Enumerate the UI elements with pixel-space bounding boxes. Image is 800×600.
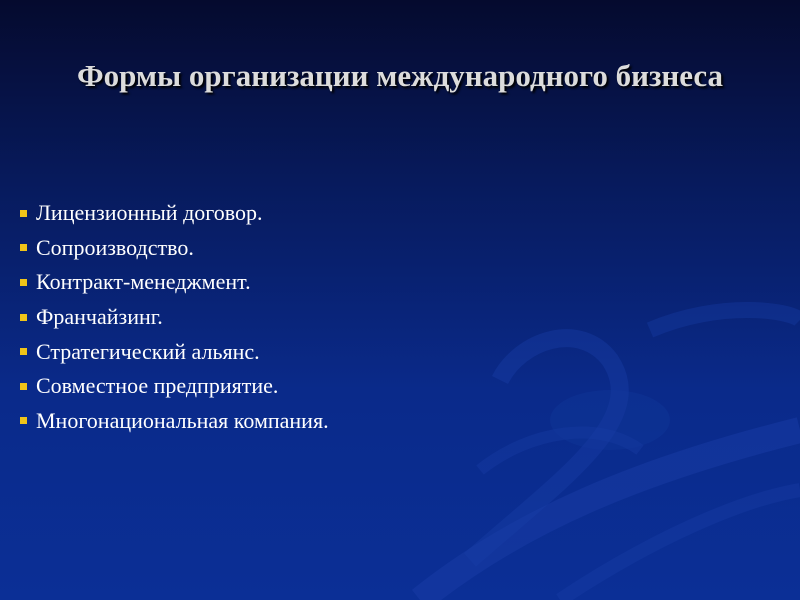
- bullet-text: Лицензионный договор.: [36, 200, 263, 226]
- bullet-list: [20, 196, 329, 438]
- list-item: [20, 231, 329, 266]
- bullet-text: Сопроизводство.: [36, 234, 194, 260]
- square-bullet-icon: [20, 210, 27, 217]
- slide-title: Формы организации международного бизнеса: [76, 58, 724, 93]
- square-bullet-icon: [20, 383, 27, 390]
- list-item: [20, 300, 329, 335]
- bullet-text: Совместное предприятие.: [36, 373, 279, 399]
- bullet-text: Многонациональная компания.: [36, 407, 329, 433]
- bullet-text: Стратегический альянс.: [36, 338, 260, 364]
- list-item: [20, 369, 329, 404]
- list-item: [20, 265, 329, 300]
- square-bullet-icon: [20, 314, 27, 321]
- bullet-text: Контракт-менеджмент.: [36, 269, 251, 295]
- square-bullet-icon: [20, 348, 27, 355]
- square-bullet-icon: [20, 417, 27, 424]
- list-item: [20, 196, 329, 231]
- square-bullet-icon: [20, 279, 27, 286]
- bullet-text: Франчайзинг.: [36, 304, 163, 330]
- square-bullet-icon: [20, 244, 27, 251]
- list-item: [20, 404, 329, 439]
- list-item: [20, 334, 329, 369]
